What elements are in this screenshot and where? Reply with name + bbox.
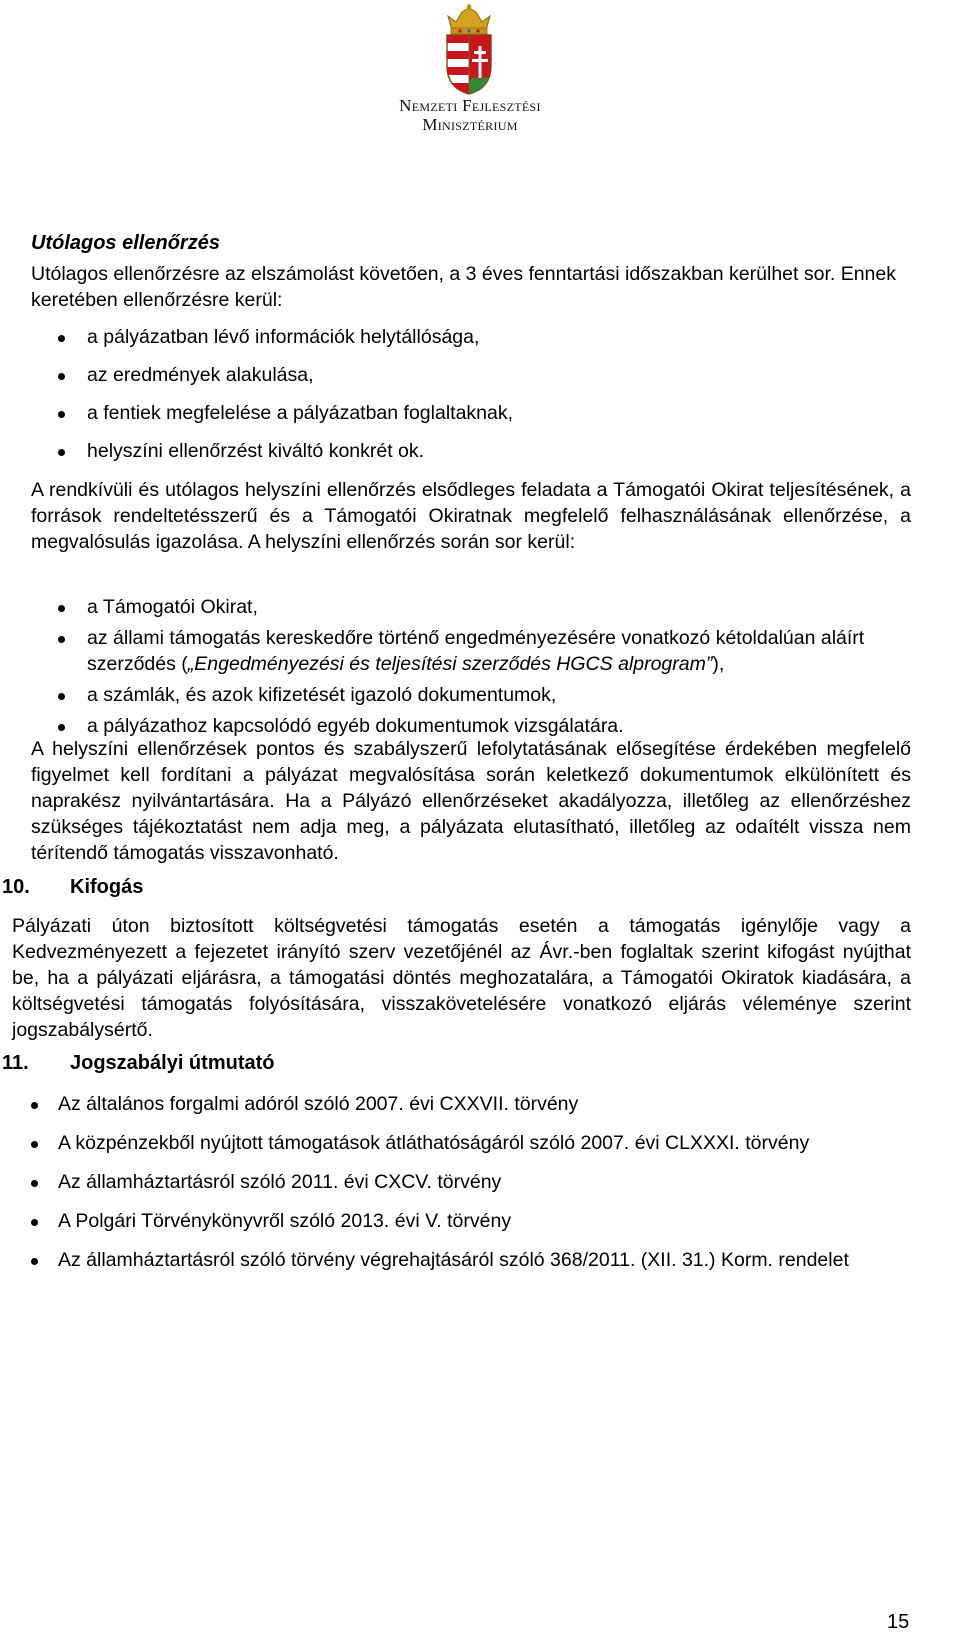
bullet-icon <box>31 1141 38 1148</box>
rendkivuli-closing: A helyszíni ellenőrzések pontos és szabályszerű lefolytatásának elősegítése érdekében megfelelő figyelmet kell fordítani a pályázat megvalósítása során keletkező dokumentumok elkülönített és naprakész nyilvántartására. Ha a Pályázó ellenőrzéseket akadályozza, illetőleg az ellenőrzéshez szükséges tájékoztatást nem adja meg, a pályázata elutasítható, illetőleg az odaítélt vissza nem térítendő támogatás visszavonható. <box>31 738 911 864</box>
bullet-icon <box>31 1258 38 1265</box>
list-item: a számlák, és azok kifizetését igazoló dokumentumok, <box>31 682 911 708</box>
jogszabaly-list <box>4 1091 911 1273</box>
list-item: az állami támogatás kereskedőre történő engedményezésére vonatkozó kétoldalúan aláírt szerződés („Engedményezési és teljesítési szerződés HGCS alprogram”), <box>31 625 911 677</box>
section-title: Jogszabályi útmutató <box>70 1052 275 1074</box>
list-item: a pályázatban lévő információk helytállósága, <box>31 324 911 350</box>
list-item: az eredmények alakulása, <box>31 362 911 388</box>
ministry-name-line2: Minisztérium <box>422 115 518 134</box>
bullet-icon <box>31 1180 38 1187</box>
shield-icon <box>447 35 491 96</box>
bullet-icon <box>58 636 65 643</box>
bullet-icon <box>31 1219 38 1226</box>
ministry-name-line1: Nemzeti Fejlesztési <box>399 96 541 115</box>
list-item: a pályázathoz kapcsolódó egyéb dokumentumok vizsgálatára. <box>31 713 911 739</box>
bullet-icon <box>58 605 65 612</box>
section-title: Kifogás <box>70 876 144 898</box>
list-item: A Polgári Törvénykönyvről szóló 2013. évi V. törvény <box>4 1208 911 1234</box>
bullet-icon <box>58 411 65 418</box>
bullet-icon <box>58 449 65 456</box>
section-title-utolagos: Utólagos ellenőrzés <box>31 232 220 254</box>
coat-of-arms-icon <box>438 4 500 96</box>
page-number: 15 <box>887 1611 910 1633</box>
list-item: Az általános forgalmi adóról szóló 2007. évi CXXVII. törvény <box>4 1091 911 1117</box>
section-number: 11. <box>2 1052 29 1074</box>
bullet-icon <box>58 724 65 731</box>
list-item: helyszíni ellenőrzést kiváltó konkrét ok. <box>31 438 911 464</box>
list-item: Az államháztartásról szóló 2011. évi CXCV. törvény <box>4 1169 911 1195</box>
bullet-icon <box>58 373 65 380</box>
bullet-icon <box>58 693 65 700</box>
list-item: A közpénzekből nyújtott támogatások átláthatóságáról szóló 2007. évi CLXXXI. törvény <box>4 1130 911 1156</box>
utolagos-list <box>31 324 911 464</box>
list-item: a fentiek megfelelése a pályázatban foglaltaknak, <box>31 400 911 426</box>
bullet-icon <box>58 335 65 342</box>
rendkivuli-list <box>31 594 911 739</box>
list-item: a Támogatói Okirat, <box>31 594 911 620</box>
contract-name: „Engedményezési és teljesítési szerződés HGCS alprogram” <box>187 653 713 675</box>
crown-icon <box>448 4 490 34</box>
ministry-name <box>340 96 600 134</box>
section-heading-10 <box>2 876 143 899</box>
utolagos-intro: Utólagos ellenőrzésre az elszámolást követően, a 3 éves fenntartási időszakban kerülhet sor. Ennek keretében ellenőrzésre kerül: <box>31 263 896 311</box>
bullet-icon <box>31 1102 38 1109</box>
list-item: Az államháztartásról szóló törvény végrehajtásáról szóló 368/2011. (XII. 31.) Korm. rendelet <box>4 1247 911 1273</box>
rendkivuli-paragraph: A rendkívüli és utólagos helyszíni ellenőrzés elsődleges feladata a Támogatói Okirat teljesítésének, a források rendeltetésszerű és a Támogatói Okiratnak megfelelő felhasználásának ellenőrzése, a megvalósulás igazolása. A helyszíni ellenőrzés során sor kerül: <box>31 479 911 553</box>
section-number: 10. <box>2 876 30 898</box>
kifogas-paragraph: Pályázati úton biztosított költségvetési támogatás esetén a támogatás igénylője vagy a Kedvezményezett a fejezetet irányító szerv vezetőjénél az Ávr.-ben foglaltak szerint kifogást nyújthat be, ha a pályázati eljárásra, a támogatási döntés meghozatalára, a Támogatói Okiratok kiadására, a költségvetési támogatás folyósítására, visszakövetelésére vonatkozó eljárás véleménye szerint jogszabálysértő. <box>12 915 911 1041</box>
section-heading-11 <box>2 1052 274 1075</box>
